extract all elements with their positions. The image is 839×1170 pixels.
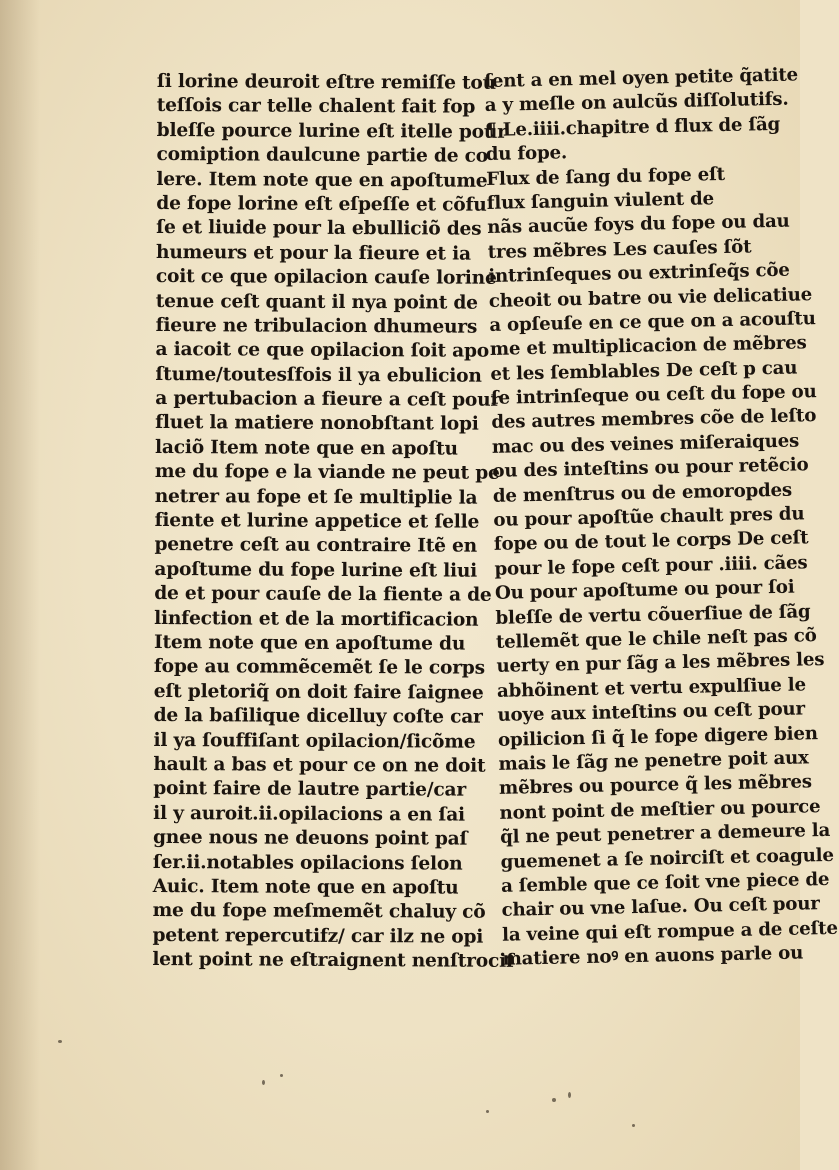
text-line: ſe et liuide pour la ebulliciõ des xyxy=(156,217,482,241)
ink-speck xyxy=(552,1098,556,1102)
text-line: linfection et de la mortificacion xyxy=(154,607,479,631)
text-line: a iacoit ce que opilacion ſoit apo xyxy=(155,339,490,363)
ink-speck xyxy=(280,1074,283,1077)
text-line: pour le fope ceſt pour .iiii. cães xyxy=(494,552,808,580)
text-line: a y meſle on aulcũs diſſolutifs. xyxy=(484,89,789,117)
text-line: apoſtume du fope lurine eſt liui xyxy=(154,558,478,582)
text-line: et les ſemblables De ceſt p cau xyxy=(490,357,798,385)
text-line: lere. Item note que en apoſtume xyxy=(156,168,488,192)
ink-speck xyxy=(568,1092,571,1098)
text-line: abhõinent et vertu expulſiue le xyxy=(496,674,807,702)
ink-speck xyxy=(262,1080,265,1085)
text-line: flux ſanguin viulent de xyxy=(486,188,715,214)
text-line: fope au commẽcemẽt ſe le corps xyxy=(153,656,485,680)
text-line: Item note que en apoſtume du xyxy=(153,631,466,655)
text-line: mẽbres ou pource q̃ les mẽbres xyxy=(498,771,813,800)
text-line: penetre ceſt au contraire Itẽ en xyxy=(154,534,478,558)
text-line: du fope. xyxy=(485,142,568,166)
text-line: comiption daulcune partie de co xyxy=(156,144,489,167)
text-line: bleſſe pource lurine eſt itelle pour xyxy=(156,119,507,143)
text-line: nont point de meſtier ou pource xyxy=(499,795,821,824)
text-line: Flux de ſang du fope eſt xyxy=(486,163,726,190)
text-line: intrinſeques ou extrinſeq̃s cõe xyxy=(488,259,790,288)
text-line: ſtume/toutesſfois il ya ebulicion xyxy=(155,363,482,387)
text-line: il y auroit.ii.opilacions a en ſai xyxy=(153,802,466,826)
binding-gutter-shadow xyxy=(0,0,40,1170)
text-line: fluet la matiere nonobſtant lopi xyxy=(155,412,479,436)
text-line: il ya ſouffiſant opilacion/ſicõme xyxy=(153,729,476,753)
text-line: ou pour apoſtũe chault pres du xyxy=(493,503,805,531)
ink-speck xyxy=(58,1040,62,1043)
text-line: ſe intrinſeque ou ceſt du fope ou xyxy=(490,381,817,410)
text-line: q̃l ne peut penetrer a demeure la xyxy=(499,820,831,848)
text-line: chair ou vne laſue. Ou ceſt pour xyxy=(501,893,820,922)
ink-speck xyxy=(486,1110,489,1113)
text-line: a ſemble que ce ſoit vne piece de xyxy=(500,868,830,897)
text-line: opilicion ſi q̃ le fope digere bien xyxy=(497,722,818,751)
text-line: me du fope e la viande ne peut pe xyxy=(154,461,500,485)
text-line: cheoit ou batre ou vie delicatiue xyxy=(488,283,813,312)
text-line: me du fope meſmemẽt chaluy cõ xyxy=(152,900,486,924)
text-line: laciõ Item note que en apoſtu xyxy=(154,436,458,460)
right-text-column xyxy=(484,64,838,973)
text-line: fope ou de tout le corps De ceſt xyxy=(493,527,809,556)
text-line: de fope lorine eſt eſpeſſe et cõfu xyxy=(156,192,487,216)
text-line: bleſſe de vertu cõuerſiue de ſãg xyxy=(495,600,811,629)
text-line: tres mẽbres Les cauſes ſõt xyxy=(487,236,752,263)
text-line: la veine qui eſt rompue a de ceſte xyxy=(501,917,838,946)
text-line: ¶ Le.iiii.chapitre d flux de ſãg xyxy=(485,113,781,141)
text-line: des autres membres cõe de leſto xyxy=(491,405,817,434)
text-line: coit ce que opilacion cauſe lorine xyxy=(155,266,497,289)
text-line: gnee nous ne deuons point paſ xyxy=(152,827,468,850)
text-line: a pertubacion a fieure a ceſt pour xyxy=(155,388,501,411)
text-line: nãs aucũe foys du fope ou dau xyxy=(487,210,790,239)
text-line: tenue ceſt quant il nya point de xyxy=(155,290,478,314)
text-line: de la baſilique dicelluy coſte car xyxy=(153,705,483,728)
text-line: a opſeuſe en ce que on a acouſtu xyxy=(489,308,816,336)
text-line: fiente et lurine appetice et ſelle xyxy=(154,510,480,533)
text-line: matiere noꝰ en auons parle ou xyxy=(502,942,804,970)
text-line: uerty en pur ſãg a les mẽbres les xyxy=(496,649,825,678)
left-text-column xyxy=(152,70,514,974)
text-line: tellemẽt que le chile neſt pas cõ xyxy=(495,625,817,653)
text-line: eſt pletoriq̃ on doit faire ſaignee xyxy=(153,680,484,704)
text-line: lent point ne eſtraignent nenſtrocif xyxy=(152,949,514,972)
text-line: hault a bas et pour ce on ne doit xyxy=(153,753,486,777)
text-line: de menſtrus ou de emoropdes xyxy=(492,479,793,507)
text-line: ou des inteſtins ou pour retẽcio xyxy=(492,454,809,483)
text-line: teſſois car telle chalent fait fop xyxy=(156,95,476,119)
text-line: mac ou des veines miſeraiques xyxy=(491,430,800,458)
text-line: guemenet a ſe noirciſt et coagule xyxy=(500,844,834,873)
text-line: uoye aux inteſtins ou ceſt pour xyxy=(497,698,806,727)
text-line: humeurs et pour la fieure et ia xyxy=(155,241,471,265)
text-line: petent repercutifz/ car ilz ne opi xyxy=(152,924,484,948)
text-line: de et pour cauſe de la fiente a de xyxy=(154,583,492,606)
text-line: fieure ne tribulacion dhumeurs xyxy=(155,314,478,338)
text-line: ſer.ii.notables opilacions ſelon xyxy=(152,851,463,875)
ink-speck xyxy=(632,1124,635,1127)
text-line: ſi lorine deuroit eſtre remiſſe tou xyxy=(156,70,497,94)
text-line: Ou pour apoſtume ou pour ſoi xyxy=(494,576,795,605)
text-line: me et multiplicacion de mẽbres xyxy=(489,332,807,361)
text-line: point faire de lautre partie/car xyxy=(153,778,467,801)
text-line: netrer au fope et ſe multiplie la xyxy=(154,485,478,509)
text-line: ſent a en mel oyen petite q̃atite xyxy=(484,64,799,92)
text-line: mais le ſãg ne penetre poit aux xyxy=(498,747,809,775)
text-line: Auic. Item note que en apoſtu xyxy=(152,875,459,899)
